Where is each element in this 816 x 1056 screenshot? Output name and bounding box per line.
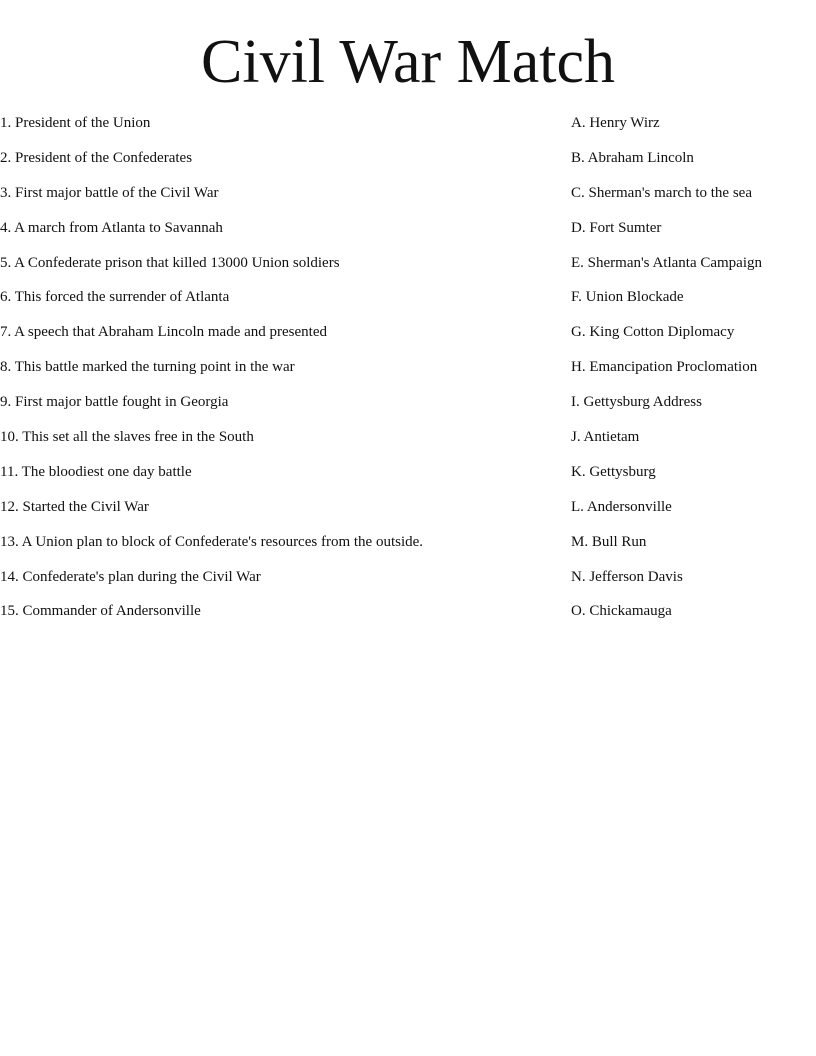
answer-item: E. Sherman's Atlanta Campaign [571,254,763,271]
question-item: 5. A Confederate prison that killed 13000 Union soldiers [0,254,340,271]
answer-item: D. Fort Sumter [571,219,662,236]
questions-list [0,113,423,636]
answers-list [571,113,762,636]
answer-item: J. Antietam [571,429,640,446]
answer-item: B. Abraham Lincoln [571,149,694,166]
answer-item: H. Emancipation Proclomation [571,359,758,376]
question-item: 1. President of the Union [0,115,151,131]
question-item: 2. President of the Confederates [0,149,193,166]
question-item: 7. A speech that Abraham Lincoln made and presented [0,324,327,341]
answer-item: M. Bull Run [571,533,647,550]
answer-item: I. Gettysburg Address [571,394,702,411]
answer-item: K. Gettysburg [571,463,656,480]
question-item: 10. This set all the slaves free in the South [0,429,254,446]
answer-item: N. Jefferson Davis [571,568,683,585]
question-item: 6. This forced the surrender of Atlanta [0,289,230,306]
question-item: 4. A march from Atlanta to Savannah [0,219,223,236]
answer-item: F. Union Blockade [571,289,684,306]
question-item: 13. A Union plan to block of Confederate's resources from the outside. [0,533,424,550]
question-item: 9. First major battle fought in Georgia [0,394,229,411]
page-title: Civil War Match [200,28,616,96]
question-item: 12. Started the Civil War [0,498,149,515]
answer-item: C. Sherman's march to the sea [571,184,752,201]
answer-item: O. Chickamauga [571,603,672,620]
question-item: 8. This battle marked the turning point in the war [0,359,295,376]
answer-item: G. King Cotton Diplomacy [571,324,735,341]
answer-item: A. Henry Wirz [571,115,660,131]
question-item: 11. The bloodiest one day battle [0,463,192,480]
question-item: 14. Confederate's plan during the Civil War [0,568,261,585]
question-item: 15. Commander of Andersonville [0,603,201,620]
question-item: 3. First major battle of the Civil War [0,184,219,201]
answer-item: L. Andersonville [571,498,672,515]
